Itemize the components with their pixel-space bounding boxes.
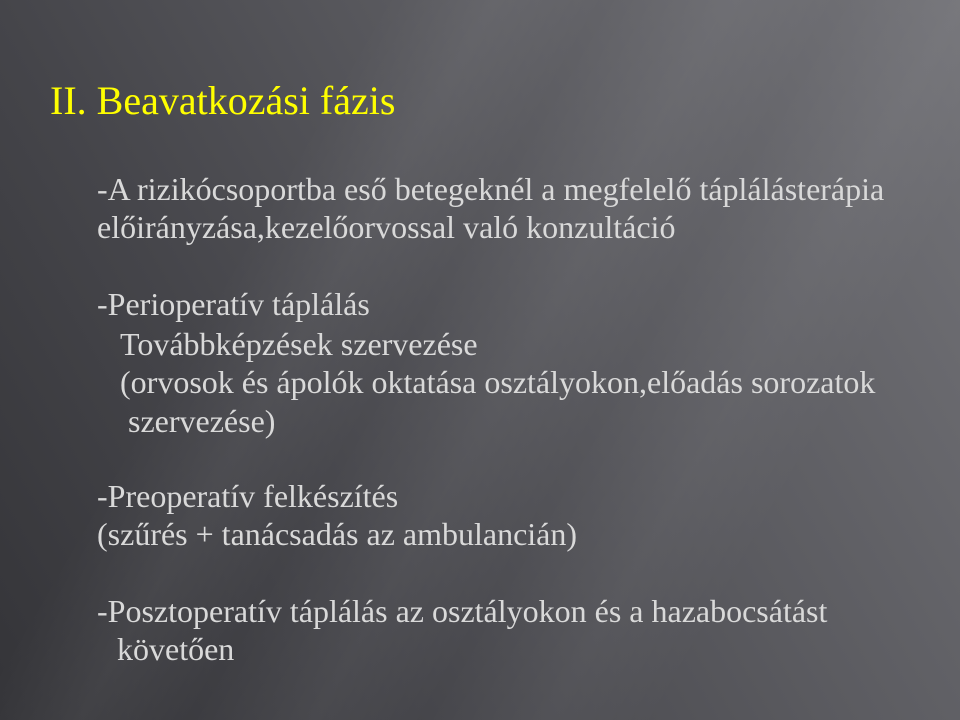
item-line: előirányzása,kezelőorvossal való konzultáció bbox=[97, 209, 676, 245]
item-subline: követően bbox=[117, 631, 235, 667]
item-subline: (orvosok és ápolók oktatása osztályokon,előadás sorozatok bbox=[120, 364, 876, 400]
item-line: -A rizikócsoportba eső betegeknél a megfelelő táplálásterápia bbox=[97, 171, 885, 207]
slide-title: II. Beavatkozási fázis bbox=[50, 78, 396, 123]
item-subline: szervezése) bbox=[128, 403, 276, 439]
item-subline: Továbbképzések szervezése bbox=[120, 326, 478, 362]
item-heading: -Perioperatív táplálás bbox=[97, 286, 370, 322]
item-heading: -Preoperatív felkészítés bbox=[97, 478, 399, 514]
item-subline: (szűrés + tanácsadás az ambulancián) bbox=[97, 516, 578, 552]
item-heading: -Posztoperatív táplálás az osztályokon és a hazabocsátást bbox=[97, 593, 828, 629]
